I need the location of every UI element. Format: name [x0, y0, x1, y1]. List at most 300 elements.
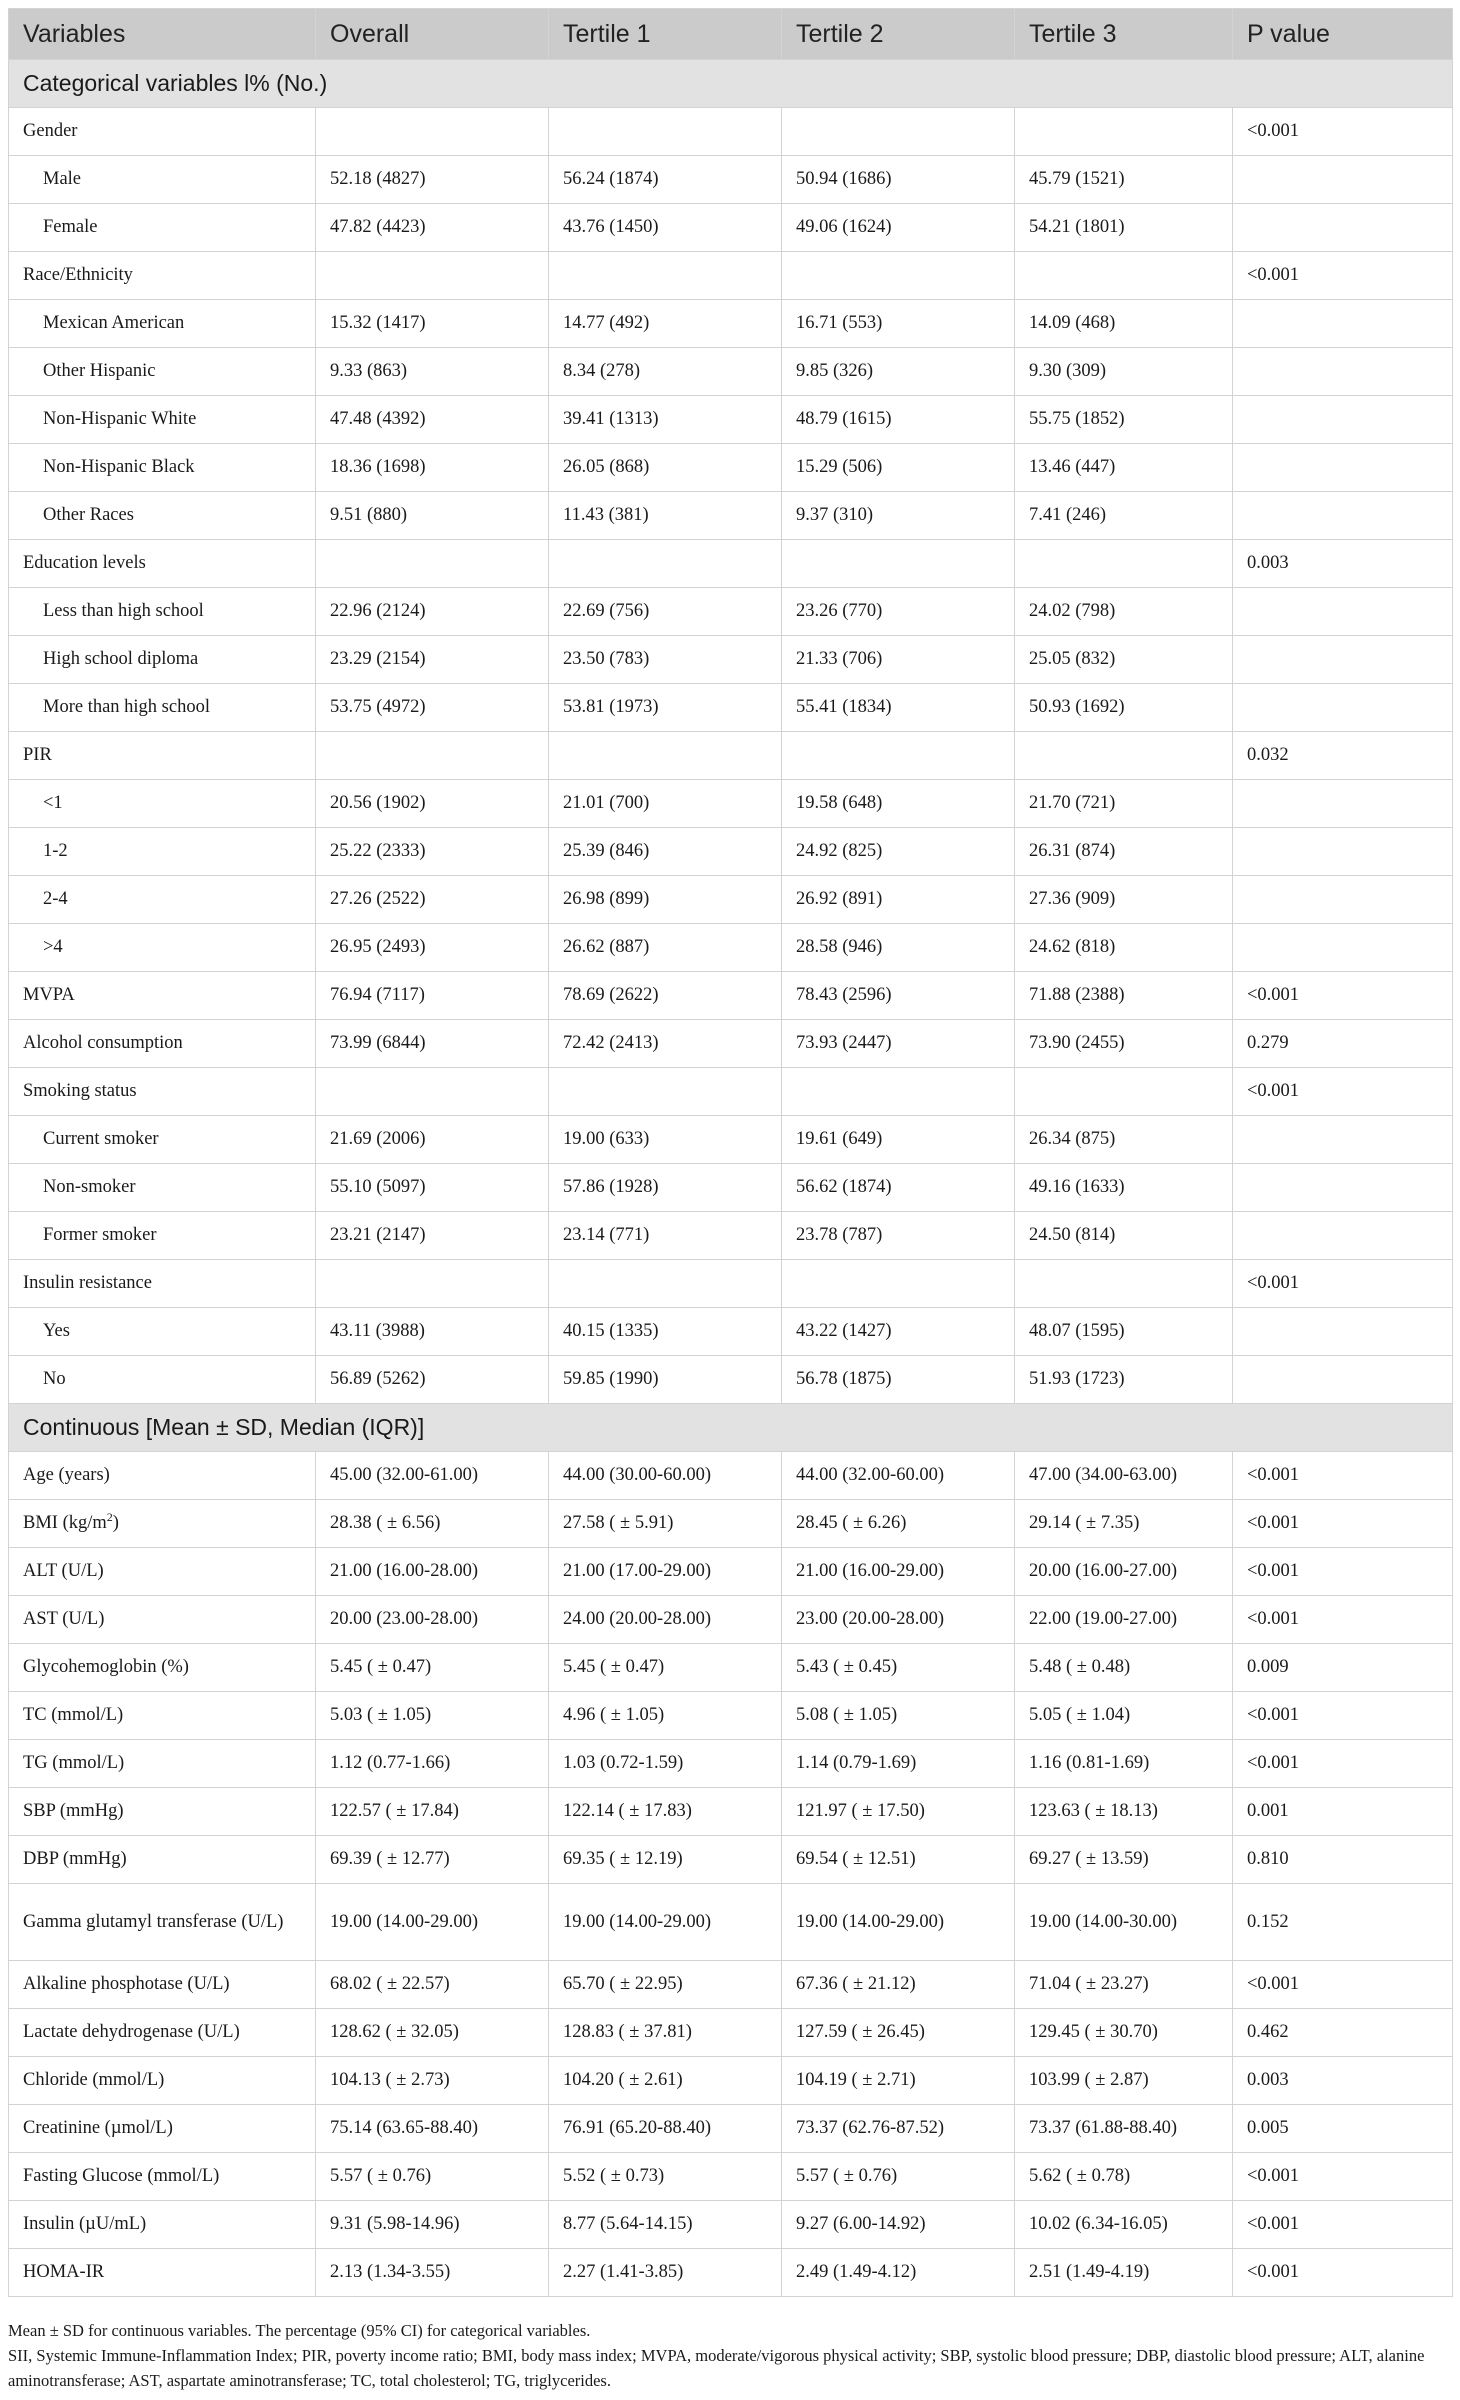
tertile-1-cell [549, 252, 782, 300]
table-row [9, 1116, 1453, 1164]
tertile-3-cell: 5.05 ( ± 1.04) [1015, 1692, 1233, 1740]
p-value-cell: <0.001 [1233, 1961, 1453, 2009]
overall-cell [316, 1260, 549, 1308]
variable-label: Non-Hispanic White [9, 396, 316, 444]
table-row [9, 156, 1453, 204]
table-row [9, 1644, 1453, 1692]
p-value-cell [1233, 684, 1453, 732]
tertile-2-cell: 21.33 (706) [782, 636, 1015, 684]
table-row [9, 2201, 1453, 2249]
tertile-1-cell: 2.27 (1.41-3.85) [549, 2249, 782, 2297]
tertile-2-cell: 9.27 (6.00-14.92) [782, 2201, 1015, 2249]
variable-label [9, 1500, 316, 1548]
p-value-cell [1233, 636, 1453, 684]
tertile-2-cell: 23.78 (787) [782, 1212, 1015, 1260]
superscript: 2 [106, 1509, 113, 1524]
p-value-cell: 0.001 [1233, 1788, 1453, 1836]
table-row [9, 444, 1453, 492]
overall-cell: 15.32 (1417) [316, 300, 549, 348]
tertile-2-cell: 127.59 ( ± 26.45) [782, 2009, 1015, 2057]
p-value-cell: 0.005 [1233, 2105, 1453, 2153]
tertile-1-cell: 19.00 (14.00-29.00) [549, 1884, 782, 1961]
p-value-cell: <0.001 [1233, 2153, 1453, 2201]
tertile-2-cell: 23.00 (20.00-28.00) [782, 1596, 1015, 1644]
tertile-1-cell: 21.00 (17.00-29.00) [549, 1548, 782, 1596]
variable-label: >4 [9, 924, 316, 972]
tertile-3-cell: 50.93 (1692) [1015, 684, 1233, 732]
overall-cell: 45.00 (32.00-61.00) [316, 1452, 549, 1500]
overall-cell: 25.22 (2333) [316, 828, 549, 876]
tertile-2-cell: 73.93 (2447) [782, 1020, 1015, 1068]
overall-cell: 56.89 (5262) [316, 1356, 549, 1404]
tertile-2-cell: 28.45 ( ± 6.26) [782, 1500, 1015, 1548]
overall-cell: 9.51 (880) [316, 492, 549, 540]
overall-cell: 5.03 ( ± 1.05) [316, 1692, 549, 1740]
tertile-3-cell: 48.07 (1595) [1015, 1308, 1233, 1356]
variable-label: Other Hispanic [9, 348, 316, 396]
table-row [9, 924, 1453, 972]
variable-label: TC (mmol/L) [9, 1692, 316, 1740]
variable-label: More than high school [9, 684, 316, 732]
p-value-cell [1233, 300, 1453, 348]
tertile-3-cell: 14.09 (468) [1015, 300, 1233, 348]
overall-cell: 22.96 (2124) [316, 588, 549, 636]
tertile-2-cell: 67.36 ( ± 21.12) [782, 1961, 1015, 2009]
table-row [9, 1788, 1453, 1836]
p-value-cell: 0.032 [1233, 732, 1453, 780]
tertile-1-cell: 22.69 (756) [549, 588, 782, 636]
p-value-cell: <0.001 [1233, 2249, 1453, 2297]
tertile-1-cell: 40.15 (1335) [549, 1308, 782, 1356]
variable-label-text: BMI (kg/m [23, 1513, 107, 1533]
tertile-1-cell [549, 1068, 782, 1116]
variable-label: 1-2 [9, 828, 316, 876]
tertile-3-cell: 51.93 (1723) [1015, 1356, 1233, 1404]
table-row [9, 1308, 1453, 1356]
p-value-cell: <0.001 [1233, 1740, 1453, 1788]
tertile-1-cell: 26.98 (899) [549, 876, 782, 924]
tertile-2-cell: 5.43 ( ± 0.45) [782, 1644, 1015, 1692]
overall-cell [316, 540, 549, 588]
header-tertile-3: Tertile 3 [1015, 9, 1233, 60]
variable-label: SBP (mmHg) [9, 1788, 316, 1836]
p-value-cell [1233, 1308, 1453, 1356]
overall-cell: 68.02 ( ± 22.57) [316, 1961, 549, 2009]
tertile-2-cell: 21.00 (16.00-29.00) [782, 1548, 1015, 1596]
table-row [9, 300, 1453, 348]
overall-cell: 47.82 (4423) [316, 204, 549, 252]
tertile-1-cell: 4.96 ( ± 1.05) [549, 1692, 782, 1740]
overall-cell: 55.10 (5097) [316, 1164, 549, 1212]
tertile-3-cell: 103.99 ( ± 2.87) [1015, 2057, 1233, 2105]
table-row [9, 1020, 1453, 1068]
variable-label: 2-4 [9, 876, 316, 924]
tertile-1-cell: 39.41 (1313) [549, 396, 782, 444]
overall-cell: 20.56 (1902) [316, 780, 549, 828]
variable-label: Non-smoker [9, 1164, 316, 1212]
tertile-3-cell: 71.88 (2388) [1015, 972, 1233, 1020]
tertile-2-cell: 19.00 (14.00-29.00) [782, 1884, 1015, 1961]
tertile-3-cell [1015, 1068, 1233, 1116]
tertile-1-cell [549, 1260, 782, 1308]
tertile-3-cell: 26.34 (875) [1015, 1116, 1233, 1164]
tertile-2-cell: 16.71 (553) [782, 300, 1015, 348]
table-row [9, 1884, 1453, 1961]
tertile-2-cell: 50.94 (1686) [782, 156, 1015, 204]
overall-cell [316, 1068, 549, 1116]
footnote: SII, Systemic Immune-Inflammation Index; PIR, poverty income ratio; BMI, body mass index; MVPA, moderate/vigorous physical activity; SBP, systolic blood pressure; DBP, diastolic blood pressure; ALT, alanine aminotransferase; AST, aspartate aminotransferase; TC, total cholesterol; TG, triglycerides. [8, 2346, 1425, 2390]
variable-label: Less than high school [9, 588, 316, 636]
p-value-cell: 0.279 [1233, 1020, 1453, 1068]
tertile-1-cell: 8.34 (278) [549, 348, 782, 396]
tertile-1-cell: 122.14 ( ± 17.83) [549, 1788, 782, 1836]
tertile-3-cell: 27.36 (909) [1015, 876, 1233, 924]
variable-label: High school diploma [9, 636, 316, 684]
overall-cell: 21.00 (16.00-28.00) [316, 1548, 549, 1596]
tertile-1-cell: 8.77 (5.64-14.15) [549, 2201, 782, 2249]
overall-cell: 20.00 (23.00-28.00) [316, 1596, 549, 1644]
header-p-value: P value [1233, 9, 1453, 60]
p-value-cell [1233, 1116, 1453, 1164]
p-value-cell: <0.001 [1233, 1692, 1453, 1740]
overall-cell: 27.26 (2522) [316, 876, 549, 924]
tertile-1-cell [549, 732, 782, 780]
p-value-cell [1233, 828, 1453, 876]
overall-cell: 2.13 (1.34-3.55) [316, 2249, 549, 2297]
tertile-3-cell: 69.27 ( ± 13.59) [1015, 1836, 1233, 1884]
table-row [9, 828, 1453, 876]
header-row [9, 9, 1453, 60]
variable-label: Age (years) [9, 1452, 316, 1500]
table-body [9, 60, 1453, 2297]
overall-cell: 76.94 (7117) [316, 972, 549, 1020]
p-value-cell [1233, 1356, 1453, 1404]
p-value-cell: <0.001 [1233, 2201, 1453, 2249]
variable-label: Female [9, 204, 316, 252]
tertile-1-cell [549, 108, 782, 156]
tertile-3-cell: 7.41 (246) [1015, 492, 1233, 540]
tertile-2-cell [782, 1260, 1015, 1308]
tertile-3-cell: 26.31 (874) [1015, 828, 1233, 876]
p-value-cell: 0.003 [1233, 2057, 1453, 2105]
tertile-1-cell: 23.50 (783) [549, 636, 782, 684]
p-value-cell [1233, 1212, 1453, 1260]
overall-cell: 28.38 ( ± 6.56) [316, 1500, 549, 1548]
overall-cell: 43.11 (3988) [316, 1308, 549, 1356]
tertile-2-cell: 43.22 (1427) [782, 1308, 1015, 1356]
tertile-2-cell: 5.57 ( ± 0.76) [782, 2153, 1015, 2201]
table-row [9, 492, 1453, 540]
tertile-1-cell: 21.01 (700) [549, 780, 782, 828]
overall-cell: 1.12 (0.77-1.66) [316, 1740, 549, 1788]
tertile-2-cell: 28.58 (946) [782, 924, 1015, 972]
p-value-cell [1233, 444, 1453, 492]
variable-label: Male [9, 156, 316, 204]
tertile-3-cell: 5.48 ( ± 0.48) [1015, 1644, 1233, 1692]
tertile-1-cell: 43.76 (1450) [549, 204, 782, 252]
variable-label: Creatinine (µmol/L) [9, 2105, 316, 2153]
overall-cell: 75.14 (63.65-88.40) [316, 2105, 549, 2153]
overall-cell: 104.13 ( ± 2.73) [316, 2057, 549, 2105]
overall-cell: 9.33 (863) [316, 348, 549, 396]
tertile-2-cell: 73.37 (62.76-87.52) [782, 2105, 1015, 2153]
overall-cell: 21.69 (2006) [316, 1116, 549, 1164]
variable-label: Former smoker [9, 1212, 316, 1260]
tertile-2-cell: 19.58 (648) [782, 780, 1015, 828]
tertile-3-cell: 25.05 (832) [1015, 636, 1233, 684]
tertile-1-cell [549, 540, 782, 588]
p-value-cell [1233, 780, 1453, 828]
p-value-cell [1233, 588, 1453, 636]
table-footnotes [8, 2318, 1448, 2393]
tertile-3-cell: 9.30 (309) [1015, 348, 1233, 396]
tertile-3-cell: 29.14 ( ± 7.35) [1015, 1500, 1233, 1548]
table-row [9, 348, 1453, 396]
tertile-2-cell: 9.37 (310) [782, 492, 1015, 540]
tertile-1-cell: 72.42 (2413) [549, 1020, 782, 1068]
tertile-2-cell: 69.54 ( ± 12.51) [782, 1836, 1015, 1884]
tertile-3-cell [1015, 1260, 1233, 1308]
header-tertile-1: Tertile 1 [549, 9, 782, 60]
tertile-2-cell: 121.97 ( ± 17.50) [782, 1788, 1015, 1836]
overall-cell: 128.62 ( ± 32.05) [316, 2009, 549, 2057]
tertile-2-cell: 19.61 (649) [782, 1116, 1015, 1164]
overall-cell: 73.99 (6844) [316, 1020, 549, 1068]
table-row [9, 588, 1453, 636]
variable-label: <1 [9, 780, 316, 828]
overall-cell [316, 108, 549, 156]
variable-label: Education levels [9, 540, 316, 588]
tertile-1-cell: 53.81 (1973) [549, 684, 782, 732]
overall-cell: 23.29 (2154) [316, 636, 549, 684]
tertile-1-cell: 128.83 ( ± 37.81) [549, 2009, 782, 2057]
tertile-3-cell: 47.00 (34.00-63.00) [1015, 1452, 1233, 1500]
variable-label: Race/Ethnicity [9, 252, 316, 300]
variable-label: Other Races [9, 492, 316, 540]
p-value-cell: 0.810 [1233, 1836, 1453, 1884]
tertile-3-cell: 129.45 ( ± 30.70) [1015, 2009, 1233, 2057]
tertile-1-cell: 5.45 ( ± 0.47) [549, 1644, 782, 1692]
tertile-1-cell: 1.03 (0.72-1.59) [549, 1740, 782, 1788]
table-row [9, 540, 1453, 588]
tertile-1-cell: 104.20 ( ± 2.61) [549, 2057, 782, 2105]
tertile-2-cell: 9.85 (326) [782, 348, 1015, 396]
variable-label: DBP (mmHg) [9, 1836, 316, 1884]
overall-cell: 53.75 (4972) [316, 684, 549, 732]
overall-cell: 122.57 ( ± 17.84) [316, 1788, 549, 1836]
table-row [9, 1260, 1453, 1308]
tertile-2-cell: 44.00 (32.00-60.00) [782, 1452, 1015, 1500]
table-row [9, 1740, 1453, 1788]
p-value-cell: <0.001 [1233, 1596, 1453, 1644]
tertile-2-cell: 15.29 (506) [782, 444, 1015, 492]
table-container [8, 8, 1452, 2297]
tertile-2-cell: 78.43 (2596) [782, 972, 1015, 1020]
tertile-3-cell: 123.63 ( ± 18.13) [1015, 1788, 1233, 1836]
variable-label: Alcohol consumption [9, 1020, 316, 1068]
tertile-1-cell: 19.00 (633) [549, 1116, 782, 1164]
p-value-cell: 0.152 [1233, 1884, 1453, 1961]
variable-label: Alkaline phosphotase (U/L) [9, 1961, 316, 2009]
overall-cell: 5.45 ( ± 0.47) [316, 1644, 549, 1692]
tertile-3-cell: 24.62 (818) [1015, 924, 1233, 972]
header-overall: Overall [316, 9, 549, 60]
section-title-continuous: Continuous [Mean ± SD, Median (IQR)] [9, 1404, 1453, 1452]
tertile-1-cell: 56.24 (1874) [549, 156, 782, 204]
table-row [9, 1356, 1453, 1404]
tertile-2-cell [782, 108, 1015, 156]
tertile-1-cell: 24.00 (20.00-28.00) [549, 1596, 782, 1644]
tertile-3-cell: 20.00 (16.00-27.00) [1015, 1548, 1233, 1596]
p-value-cell [1233, 876, 1453, 924]
tertile-3-cell: 54.21 (1801) [1015, 204, 1233, 252]
variable-label: No [9, 1356, 316, 1404]
section-title-categorical: Categorical variables l% (No.) [9, 60, 1453, 108]
variable-label: Glycohemoglobin (%) [9, 1644, 316, 1692]
variable-label-suffix: ) [112, 1513, 119, 1533]
p-value-cell [1233, 492, 1453, 540]
tertile-3-cell [1015, 108, 1233, 156]
overall-cell [316, 732, 549, 780]
tertile-2-cell: 24.92 (825) [782, 828, 1015, 876]
p-value-cell: 0.009 [1233, 1644, 1453, 1692]
tertile-1-cell: 78.69 (2622) [549, 972, 782, 1020]
tertile-1-cell: 26.05 (868) [549, 444, 782, 492]
tertile-1-cell: 26.62 (887) [549, 924, 782, 972]
tertile-1-cell: 59.85 (1990) [549, 1356, 782, 1404]
table-row [9, 2009, 1453, 2057]
p-value-cell [1233, 924, 1453, 972]
variable-label: Gender [9, 108, 316, 156]
table-row [9, 2105, 1453, 2153]
p-value-cell: <0.001 [1233, 1500, 1453, 1548]
variable-label: Lactate dehydrogenase (U/L) [9, 2009, 316, 2057]
tertile-3-cell: 55.75 (1852) [1015, 396, 1233, 444]
tertile-2-cell [782, 540, 1015, 588]
tertile-3-cell: 73.37 (61.88-88.40) [1015, 2105, 1233, 2153]
tertile-2-cell: 49.06 (1624) [782, 204, 1015, 252]
p-value-cell: 0.003 [1233, 540, 1453, 588]
variable-label: AST (U/L) [9, 1596, 316, 1644]
table-row [9, 684, 1453, 732]
tertile-1-cell: 11.43 (381) [549, 492, 782, 540]
table-row [9, 780, 1453, 828]
p-value-cell: <0.001 [1233, 1548, 1453, 1596]
tertile-2-cell: 56.62 (1874) [782, 1164, 1015, 1212]
section-row-continuous [9, 1404, 1453, 1452]
variable-label: PIR [9, 732, 316, 780]
header-tertile-2: Tertile 2 [782, 9, 1015, 60]
p-value-cell [1233, 396, 1453, 444]
tertile-3-cell: 71.04 ( ± 23.27) [1015, 1961, 1233, 2009]
variable-label: Gamma glutamyl transferase (U/L) [9, 1884, 316, 1961]
variable-label: Current smoker [9, 1116, 316, 1164]
table-row [9, 1836, 1453, 1884]
header-variables: Variables [9, 9, 316, 60]
p-value-cell: <0.001 [1233, 972, 1453, 1020]
tertile-2-cell: 1.14 (0.79-1.69) [782, 1740, 1015, 1788]
tertile-1-cell: 27.58 ( ± 5.91) [549, 1500, 782, 1548]
tertile-3-cell [1015, 732, 1233, 780]
tertile-2-cell [782, 252, 1015, 300]
table-row [9, 204, 1453, 252]
tertile-3-cell: 13.46 (447) [1015, 444, 1233, 492]
tertile-3-cell: 73.90 (2455) [1015, 1020, 1233, 1068]
p-value-cell: <0.001 [1233, 1260, 1453, 1308]
footnote: Mean ± SD for continuous variables. The percentage (95% CI) for categorical variables. [8, 2321, 591, 2340]
tertile-1-cell: 57.86 (1928) [549, 1164, 782, 1212]
table-row [9, 1596, 1453, 1644]
variable-label: Smoking status [9, 1068, 316, 1116]
variable-label: Yes [9, 1308, 316, 1356]
variable-label: Mexican American [9, 300, 316, 348]
overall-cell: 26.95 (2493) [316, 924, 549, 972]
table-row [9, 252, 1453, 300]
variable-label: TG (mmol/L) [9, 1740, 316, 1788]
overall-cell: 5.57 ( ± 0.76) [316, 2153, 549, 2201]
table-row [9, 2153, 1453, 2201]
tertile-1-cell: 23.14 (771) [549, 1212, 782, 1260]
table-row [9, 1212, 1453, 1260]
p-value-cell [1233, 156, 1453, 204]
overall-cell [316, 252, 549, 300]
tertile-3-cell: 5.62 ( ± 0.78) [1015, 2153, 1233, 2201]
table-row [9, 1961, 1453, 2009]
tertile-1-cell: 5.52 ( ± 0.73) [549, 2153, 782, 2201]
variable-label: Chloride (mmol/L) [9, 2057, 316, 2105]
variable-label: ALT (U/L) [9, 1548, 316, 1596]
tertile-1-cell: 14.77 (492) [549, 300, 782, 348]
tertile-3-cell: 49.16 (1633) [1015, 1164, 1233, 1212]
variable-label: HOMA-IR [9, 2249, 316, 2297]
tertile-2-cell [782, 1068, 1015, 1116]
overall-cell: 47.48 (4392) [316, 396, 549, 444]
tertile-2-cell: 104.19 ( ± 2.71) [782, 2057, 1015, 2105]
table-row [9, 972, 1453, 1020]
tertile-3-cell: 45.79 (1521) [1015, 156, 1233, 204]
table-row [9, 636, 1453, 684]
table-row [9, 1500, 1453, 1548]
tertile-2-cell: 2.49 (1.49-4.12) [782, 2249, 1015, 2297]
table-row [9, 396, 1453, 444]
overall-cell: 18.36 (1698) [316, 444, 549, 492]
variable-label: Insulin (µU/mL) [9, 2201, 316, 2249]
variable-label: Fasting Glucose (mmol/L) [9, 2153, 316, 2201]
p-value-cell: <0.001 [1233, 108, 1453, 156]
tertile-1-cell: 65.70 ( ± 22.95) [549, 1961, 782, 2009]
section-row-categorical [9, 60, 1453, 108]
overall-cell: 23.21 (2147) [316, 1212, 549, 1260]
tertile-3-cell: 24.50 (814) [1015, 1212, 1233, 1260]
tertile-3-cell: 21.70 (721) [1015, 780, 1233, 828]
p-value-cell [1233, 1164, 1453, 1212]
tertile-3-cell [1015, 252, 1233, 300]
variable-label: MVPA [9, 972, 316, 1020]
tertile-1-cell: 76.91 (65.20-88.40) [549, 2105, 782, 2153]
table-row [9, 2057, 1453, 2105]
p-value-cell [1233, 348, 1453, 396]
variable-label: Non-Hispanic Black [9, 444, 316, 492]
tertile-2-cell: 5.08 ( ± 1.05) [782, 1692, 1015, 1740]
tertile-2-cell: 48.79 (1615) [782, 396, 1015, 444]
table-row [9, 1692, 1453, 1740]
tertile-1-cell: 25.39 (846) [549, 828, 782, 876]
tertile-3-cell: 2.51 (1.49-4.19) [1015, 2249, 1233, 2297]
tertile-2-cell: 23.26 (770) [782, 588, 1015, 636]
tertile-3-cell: 22.00 (19.00-27.00) [1015, 1596, 1233, 1644]
table-row [9, 108, 1453, 156]
tertile-2-cell [782, 732, 1015, 780]
